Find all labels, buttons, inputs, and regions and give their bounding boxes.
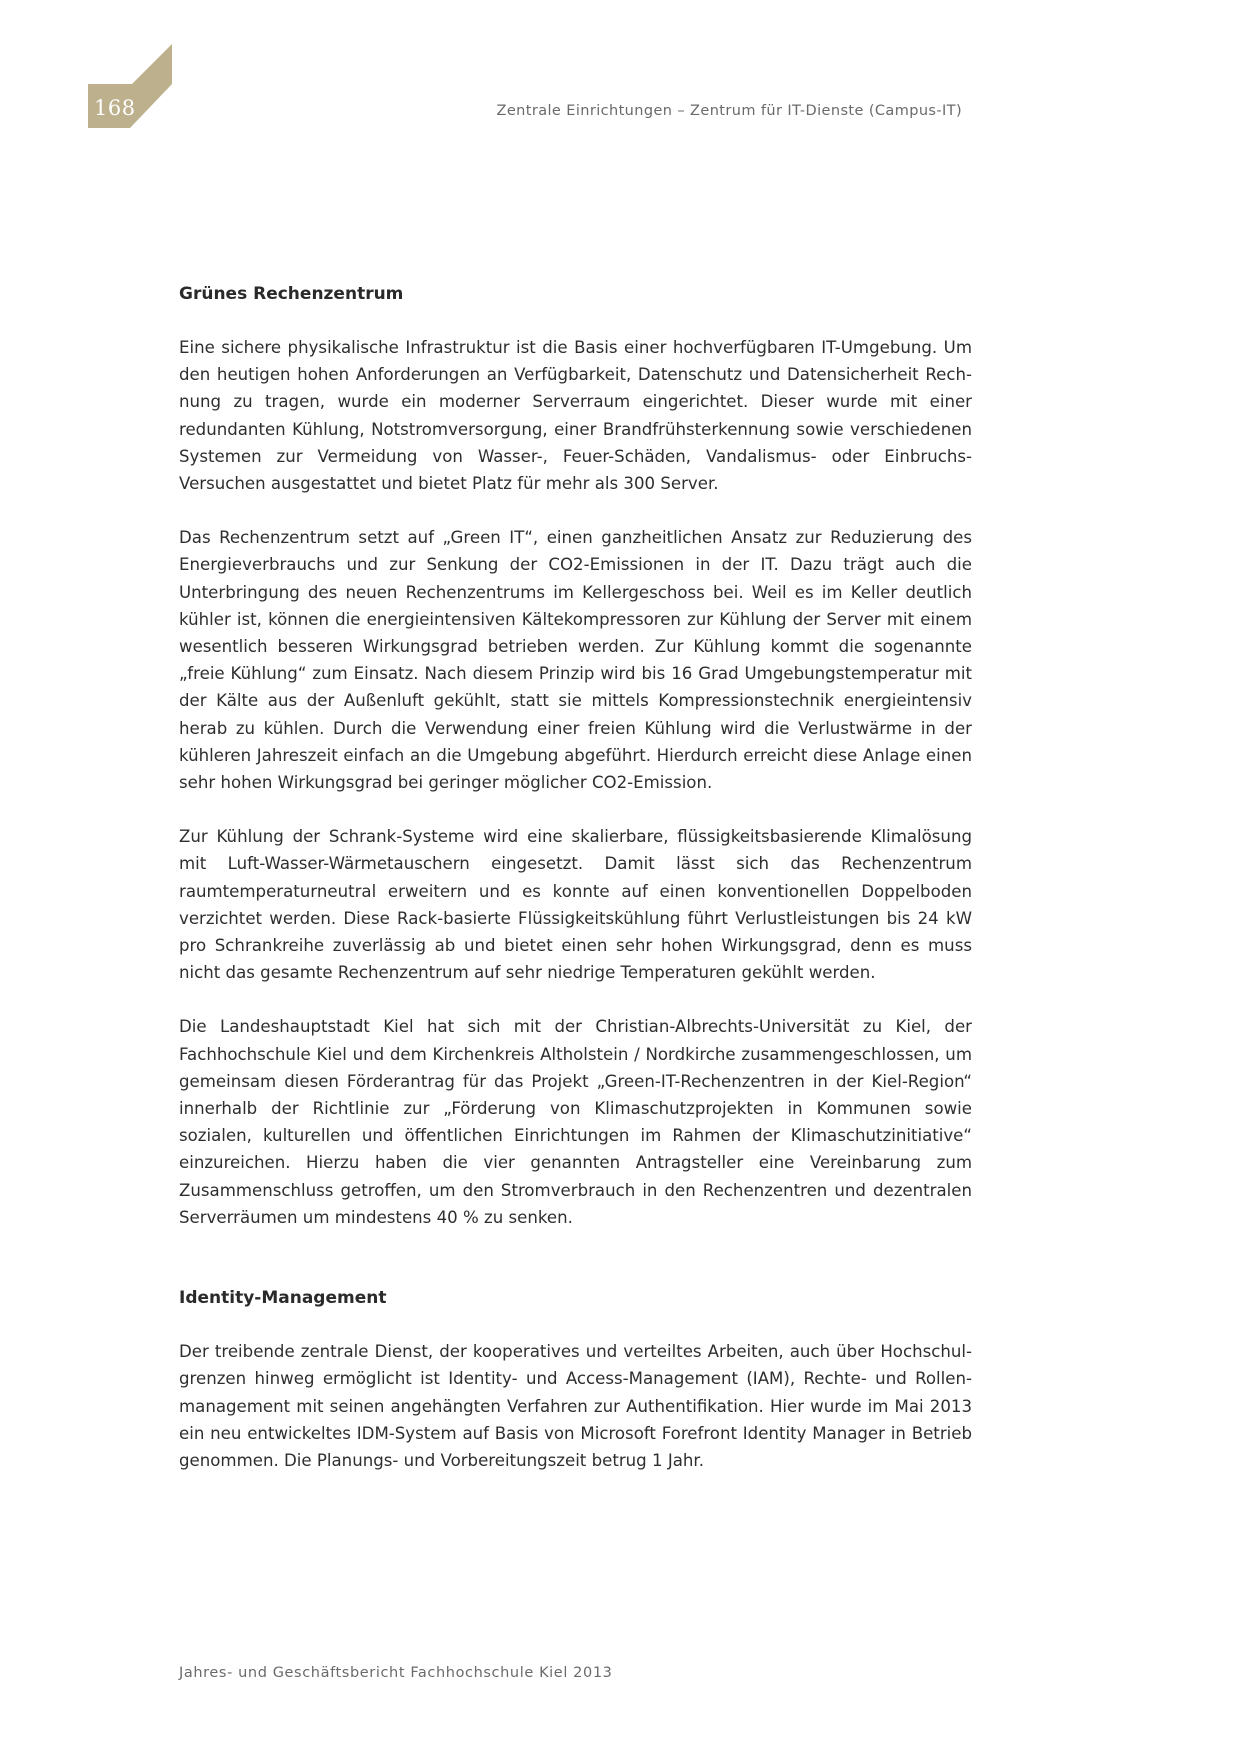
page-number-badge [88,44,172,128]
running-header: Zentrale Einrichtungen – Zentrum für IT-Dienste (Campus-IT) [496,103,962,119]
paragraph: Das Rechenzentrum setzt auf „Green IT“, einen ganzheitlichen Ansatz zur Reduzierung des Energieverbrauchs und zur Senkung der CO2-Emissionen in der IT. Dazu trägt auch die Unterbringung des neuen Rechenzentrums im Kellergeschoss bei. Weil es im Keller deutlich kühler ist, können die energieintensiven Kältekompressoren zur Kühlung der Server mit einem wesentlich besseren Wirkungsgrad betrieben werden. Zur Kühlung kommt die sogenannte „freie Kühlung“ zum Einsatz. Nach diesem Prinzip wird bis 16 Grad Umgebungstemperatur mit der Kälte aus der Außenluft gekühlt, statt sie mittels Kompressionstechnik energieintensiv herab zu kühlen. Durch die Verwendung einer freien Kühlung wird die Verlustwärme in der kühleren Jahreszeit einfach an die Umgebung abgeführt. Hierdurch erreicht diese Anlage einen sehr hohen Wirkungsgrad bei geringer möglicher CO2-Emission. [179,528,972,793]
paragraph: Der treibende zentrale Dienst, der kooperatives und verteiltes Arbeiten, auch über Hochschulgrenzen hinweg ermöglicht ist Identity- und Access-Management (IAM), Rechte- und Rollenmanagement mit seinen angehängten Verfahren zur Authentifikation. Hier wurde im Mai 2013 ein neu entwickeltes IDM-System auf Basis von Microsoft Forefront Identity Manager in Betrieb genommen. Die Planungs- und Vorbereitungszeit betrug 1 Jahr. [179,1342,972,1470]
main-content [179,281,972,1474]
paragraph: Die Landeshauptstadt Kiel hat sich mit der Christian-Albrechts-Universität zu Kiel, der Fachhochschule Kiel und dem Kirchenkreis Altholstein / Nordkirche zusammengeschlossen, um gemeinsam diesen Förderantrag für das Projekt „Green-IT-Rechenzentren in der Kiel-Region“ innerhalb der Richtlinie zur „Förderung von Klimaschutzprojekten in Kommunen sowie sozialen, kulturellen und öffentlichen Einrichtungen im Rahmen der Klimaschutzinitiative“ einzureichen. Hierzu haben die vier genannten Antragsteller eine Vereinbarung zum Zusammenschluss getroffen, um den Stromverbrauch in den Rechenzentren und dezentralen Serverräumen um mindestens 40 % zu senken. [179,1017,972,1227]
section-title-identity-management: Identity-Management [179,1288,387,1309]
page-number: 168 [94,96,136,120]
section-title-gruenes-rechenzentrum: Grünes Rechenzentrum [179,284,404,304]
paragraph: Eine sichere physikalische Infrastruktur ist die Basis einer hochverfügbaren IT-Umgebung. Um den heutigen hohen Anforderungen an Verfügbarkeit, Datenschutz und Datensicherheit Rechnung zu tragen, wurde ein moderner Serverraum eingerichtet. Dieser wurde mit einer redundanten Kühlung, Notstromversorgung, einer Brandfrühsterkennung sowie verschiedenen Systemen zur Vermeidung von Wasser-, Feuer-Schäden, Vandalismus- oder Einbruchs-Versuchen ausgestattet und bietet Platz für mehr als 300 Server. [179,338,972,494]
paragraph: Zur Kühlung der Schrank-Systeme wird eine skalierbare, flüssigkeitsbasierende Klimalösung mit Luft-Wasser-Wärmetauschern eingesetzt. Damit lässt sich das Rechenzentrum raumtemperaturneutral erweitern und es konnte auf einen konventionellen Doppelboden verzichtet werden. Diese Rack-basierte Flüssigkeitskühlung führt Verlustleistungen bis 24 kW pro Schrankreihe zuverlässig ab und bietet einen sehr hohen Wirkungsgrad, denn es muss nicht das gesamte Rechenzentrum auf sehr niedrige Temperaturen gekühlt werden. [179,827,972,983]
page-footer: Jahres- und Geschäftsbericht Fachhochschule Kiel 2013 [179,1665,613,1681]
